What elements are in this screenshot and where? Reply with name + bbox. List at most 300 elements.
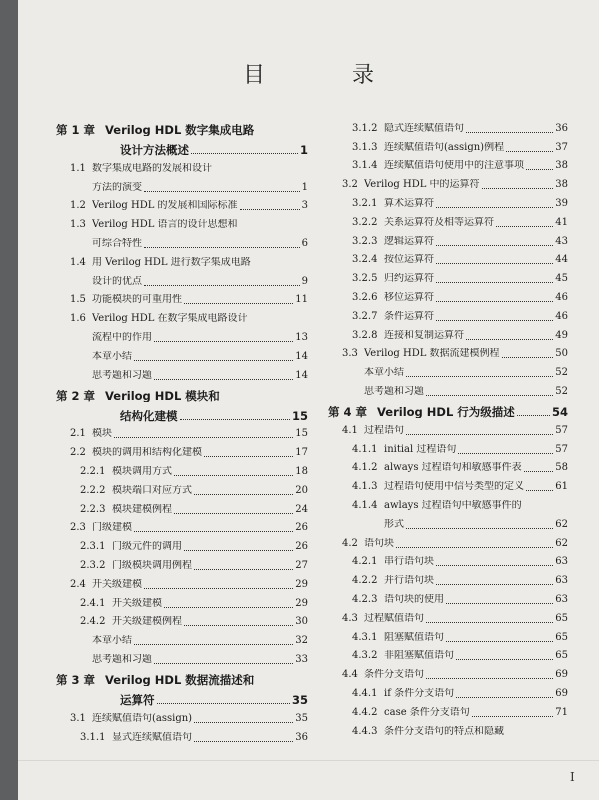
toc-entry [328,627,568,646]
toc-dot-leader [154,662,293,664]
toc-entry [328,664,568,683]
toc-entry-title: 设计方法概述 [120,144,189,156]
toc-entry [56,574,308,593]
toc-entry-page: 69 [555,687,568,699]
toc-dot-leader [436,262,553,264]
toc-entry-number: 3.2.7 [352,310,378,322]
toc-entry-title: 开关级建模例程 [112,616,182,628]
toc-entry [56,214,308,233]
toc-dot-leader [144,284,300,286]
toc-entry-page: 46 [555,291,568,303]
toc-entry-title: 连续赋值语句使用中的注意事项 [384,160,524,172]
toc-entry-number: 4.1.2 [352,462,378,474]
toc-entry-number: 1.6 [70,313,86,325]
toc-entry [56,480,308,499]
toc-entry-number: 3.1.2 [352,122,378,134]
toc-dot-leader [526,489,553,491]
toc-entry-page: 39 [555,197,568,209]
toc-dot-leader [446,602,553,604]
toc-dot-leader [191,152,298,154]
toc-entry-number: 4.4.3 [352,725,378,737]
toc-entry-page: 54 [551,404,568,419]
toc-entry-title: 逻辑运算符 [384,235,434,247]
toc-entry-number: 2.4 [70,578,86,590]
toc-entry-number: 4.1.4 [352,499,378,511]
toc-dot-leader [406,527,553,529]
toc-entry-page: 26 [295,522,308,534]
toc-entry [56,252,308,271]
toc-dot-leader [144,190,300,192]
toc-entry [56,649,308,668]
toc-entry [328,306,568,325]
toc-entry-number: 4.3.1 [352,631,378,643]
toc-dot-leader [184,302,293,304]
toc-entry-title: 语句块的使用 [384,593,444,605]
toc-entry [56,593,308,612]
toc-entry-title: 运算符 [120,693,155,706]
toc-dot-leader [204,455,293,457]
toc-dot-leader [194,568,293,570]
toc-entry-title: 模块的调用和结构化建模 [92,447,202,459]
toc-entry-number: 4.1 [342,424,358,436]
toc-entry-title: 数字集成电路的发展和设计 [92,162,212,174]
toc-entry [328,381,568,400]
toc-entry-number: 2.2.2 [80,484,106,496]
toc-entry-number: 3.2.8 [352,329,378,341]
toc-entry-page: 29 [295,578,308,590]
toc-dot-leader [114,436,293,438]
toc-entry [328,721,568,740]
toc-dot-leader [466,131,553,133]
toc-entry-page: 26 [295,541,308,553]
toc-entry-number: 1.4 [70,256,86,268]
toc-entry [56,233,308,252]
toc-entry [328,420,568,439]
toc-entry-page: 65 [555,612,568,624]
toc-entry [328,344,568,363]
toc-entry-title: 模块建模例程 [112,503,172,515]
toc-dot-leader [154,378,293,380]
toc-entry-title: 串行语句块 [384,556,434,568]
toc-dot-leader [436,281,553,283]
toc-entry [56,118,308,138]
toc-entry-page: 63 [555,593,568,605]
toc-dot-leader [134,359,293,361]
toc-entry-number: 3.2.2 [352,216,378,228]
toc-dot-leader [502,356,554,358]
toc-entry-number: 4.2.1 [352,556,378,568]
toc-right-column [328,118,568,740]
toc-entry-page: 57 [555,443,568,455]
toc-entry [328,137,568,156]
toc-dot-leader [157,702,290,704]
toc-entry [328,156,568,175]
toc-entry-title: 开关级建模 [92,578,142,590]
toc-dot-leader [506,150,553,152]
toc-dot-leader [174,474,293,476]
toc-dot-leader [466,338,553,340]
toc-entry [328,702,568,721]
toc-entry-title: 连接和复制运算符 [384,329,464,341]
toc-entry-page: 1 [301,181,308,193]
toc-dot-leader [436,244,553,246]
toc-entry-title: 结构化建模 [120,409,178,422]
toc-entry-page: 65 [555,631,568,643]
toc-dot-leader [134,643,293,645]
toc-entry-number: 2.3 [70,522,86,534]
toc-entry-page: 1 [299,143,308,157]
toc-entry-title: Verilog HDL 语言的设计思想和 [92,219,238,231]
toc-dot-leader [436,206,553,208]
toc-entry-title: Verilog HDL 中的运算符 [364,179,480,191]
toc-dot-leader [436,300,553,302]
toc-entry-page: 15 [291,408,308,423]
toc-entry-title: 条件分支语句 [364,669,424,681]
toc-entry-page: 44 [555,254,568,266]
toc-entry-page: 57 [555,424,568,436]
toc-entry-page: 14 [295,369,308,381]
toc-entry-number: 4.1.1 [352,443,378,455]
toc-entry-number: 3.2.1 [352,197,378,209]
page-bottom-divider [18,760,599,761]
toc-entry [328,458,568,477]
toc-entry-title: Verilog HDL 的发展和国际标准 [92,200,238,212]
toc-entry [328,268,568,287]
toc-entry-number: 3.2.6 [352,291,378,303]
toc-dot-leader [154,340,293,342]
toc-dot-leader [458,452,553,454]
toc-entry [56,404,308,424]
toc-entry [328,193,568,212]
toc-entry [56,688,308,708]
toc-entry-title: 显式连续赋值语句 [112,731,192,743]
toc-entry-title: 本章小结 [92,350,132,362]
toc-entry-page: 69 [555,669,568,681]
toc-entry-page: 50 [555,348,568,360]
toc-entry-page: 45 [555,273,568,285]
toc-dot-leader [406,375,553,377]
toc-dot-leader [436,319,553,321]
toc-entry-title: 移位运算符 [384,291,434,303]
toc-dot-leader [194,740,293,742]
toc-entry-page: 6 [301,237,308,249]
toc-entry-page: 52 [555,385,568,397]
toc-entry-title: 开关级建模 [112,597,162,609]
toc-entry-title: 关系运算符及相等运算符 [384,216,494,228]
toc-dot-leader [194,721,293,723]
toc-entry-title: 非阻塞赋值语句 [384,650,454,662]
toc-entry-number: 第 4 章 [328,404,368,419]
toc-entry [56,327,308,346]
toc-entry-page: 37 [555,141,568,153]
toc-entry-number: 3.1.4 [352,160,378,172]
toc-entry-page: 20 [295,484,308,496]
toc-dot-leader [194,493,293,495]
toc-entry [56,536,308,555]
toc-entry-title: 连续赋值语句(assign)例程 [384,141,505,153]
toc-dot-leader [184,549,293,551]
toc-entry [328,570,568,589]
toc-dot-leader [496,225,553,227]
toc-entry-page: 18 [295,465,308,477]
toc-entry-number: 3.1.3 [352,141,378,153]
toc-entry-page: 41 [555,216,568,228]
toc-entry [328,325,568,344]
toc-entry-number: 4.3.2 [352,650,378,662]
toc-entry-title: 语句块 [364,537,394,549]
toc-entry-number: 1.3 [70,219,86,231]
toc-entry-title: 隐式连续赋值语句 [384,122,464,134]
toc-entry-page: 63 [555,556,568,568]
toc-dot-leader [517,414,550,416]
toc-entry-number: 4.1.3 [352,481,378,493]
toc-dot-leader [174,512,293,514]
toc-entry-page: 3 [301,200,308,212]
toc-dot-leader [164,606,293,608]
toc-dot-leader [436,564,553,566]
toc-entry [56,384,308,404]
toc-dot-leader [482,187,554,189]
toc-entry-title: Verilog HDL 数据流描述和 [105,673,255,686]
toc-entry-page: 65 [555,650,568,662]
toc-entry-number: 第 3 章 [56,672,96,687]
toc-entry-page: 15 [295,428,308,440]
toc-entry-title: 形式 [384,518,404,530]
toc-entry-title: 门级元件的调用 [112,541,182,553]
toc-entry-title: Verilog HDL 行为级描述 [377,405,515,418]
toc-entry-title: 条件分支语句的特点和隐藏 [384,725,504,737]
toc-entry [328,287,568,306]
toc-entry-page: 63 [555,575,568,587]
toc-entry-title: 设计的优点 [92,275,142,287]
toc-entry-title: 门级模块调用例程 [112,559,192,571]
toc-dot-leader [426,621,553,623]
page-number: I [570,770,575,784]
toc-entry-page: 52 [555,367,568,379]
toc-entry-number: 2.2 [70,447,86,459]
toc-entry-title: 可综合特性 [92,237,142,249]
toc-entry-title: Verilog HDL 数字集成电路 [105,124,255,136]
toc-entry [328,514,568,533]
toc-entry-page: 24 [295,503,308,515]
toc-entry [328,118,568,137]
toc-entry-page: 49 [555,329,568,341]
toc-entry-title: 阻塞赋值语句 [384,631,444,643]
toc-entry [56,442,308,461]
toc-entry [328,683,568,702]
toc-entry-number: 3.2.5 [352,273,378,285]
toc-entry-page: 71 [555,706,568,718]
toc-entry-title: 方法的演变 [92,181,142,193]
toc-entry-page: 35 [295,712,308,724]
toc-entry-title: 过程语句 [364,424,404,436]
toc-entry-title: initial 过程语句 [384,443,457,455]
toc-entry-page: 36 [555,122,568,134]
toc-entry-title: 本章小结 [92,635,132,647]
toc-entry-number: 4.2 [342,537,358,549]
toc-dot-leader [426,394,553,396]
toc-dot-leader [472,715,553,717]
toc-entry-page: 46 [555,310,568,322]
toc-entry-number: 1.2 [70,200,86,212]
toc-entry [56,727,308,746]
toc-entry-title: 流程中的作用 [92,331,152,343]
toc-entry-number: 2.3.1 [80,541,106,553]
toc-entry [56,424,308,443]
toc-left-column [56,118,308,746]
toc-entry [328,476,568,495]
toc-entry [56,196,308,215]
toc-entry-page: 38 [555,160,568,172]
toc-entry-title: 连续赋值语句(assign) [92,712,193,724]
toc-entry-number: 4.4 [342,669,358,681]
toc-entry-page: 61 [555,481,568,493]
toc-entry [56,365,308,384]
toc-entry-page: 17 [295,447,308,459]
toc-entry-title: 本章小结 [364,367,404,379]
toc-entry-title: 思考题和习题 [364,385,424,397]
toc-entry-title: 过程赋值语句 [364,612,424,624]
toc-entry [56,708,308,727]
toc-entry-number: 第 2 章 [56,388,96,403]
toc-entry-number: 2.2.3 [80,503,106,515]
toc-dot-leader [396,546,553,548]
toc-entry [328,212,568,231]
toc-entry-number: 3.2 [342,179,358,191]
toc-entry [56,612,308,631]
toc-entry-number: 2.2.1 [80,465,106,477]
toc-entry-title: always 过程语句和敏感事件表 [384,462,522,474]
toc-entry-page: 36 [295,731,308,743]
toc-entry [328,250,568,269]
toc-entry-number: 3.3 [342,348,358,360]
toc-dot-leader [406,433,553,435]
toc-entry-number: 4.3 [342,612,358,624]
toc-entry-title: 门级建模 [92,522,132,534]
toc-entry-title: 模块 [92,428,112,440]
toc-entry [328,533,568,552]
toc-entry [56,461,308,480]
toc-entry [328,231,568,250]
toc-entry-number: 3.2.3 [352,235,378,247]
toc-dot-leader [184,624,293,626]
toc-entry-page: 30 [295,616,308,628]
toc-entry-title: 按位运算符 [384,254,434,266]
toc-entry-number: 4.2.2 [352,575,378,587]
toc-dot-leader [144,587,293,589]
toc-entry-page: 27 [295,559,308,571]
toc-entry-title: 功能模块的可重用性 [92,294,182,306]
toc-entry-title: case 条件分支语句 [384,706,470,718]
toc-entry [328,362,568,381]
toc-entry [328,589,568,608]
toc-entry-number: 2.3.2 [80,559,106,571]
toc-entry-title: 过程语句使用中信号类型的定义 [384,481,524,493]
toc-entry-title: 思考题和习题 [92,653,152,665]
toc-entry-number: 2.1 [70,428,86,440]
toc-entry-title: 算术运算符 [384,197,434,209]
toc-dot-leader [524,470,554,472]
toc-entry-number: 3.2.4 [352,254,378,266]
toc-entry-number: 3.1.1 [80,731,106,743]
toc-entry-page: 43 [555,235,568,247]
toc-entry [328,439,568,458]
toc-dot-leader [134,530,293,532]
toc-entry-page: 9 [301,275,308,287]
toc-entry-number: 3.1 [70,712,86,724]
toc-entry-page: 38 [555,179,568,191]
toc-entry-number: 1.5 [70,294,86,306]
toc-dot-leader [456,696,553,698]
toc-entry-page: 32 [295,635,308,647]
toc-entry [56,555,308,574]
toc-entry [56,630,308,649]
toc-dot-leader [144,246,300,248]
toc-entry-number: 4.4.2 [352,706,378,718]
toc-entry [56,177,308,196]
toc-entry [56,290,308,309]
toc-entry-title: if 条件分支语句 [384,687,455,699]
toc-entry-number: 2.4.1 [80,597,106,609]
toc-entry-page: 13 [295,331,308,343]
toc-dot-leader [526,168,553,170]
toc-entry-title: 模块端口对应方式 [112,484,192,496]
toc-entry-page: 14 [295,350,308,362]
toc-entry-page: 29 [295,597,308,609]
toc-entry-title: 模块调用方式 [112,465,172,477]
toc-entry [56,518,308,537]
toc-entry-title: Verilog HDL 数据流建模例程 [364,348,500,360]
toc-entry-title: 思考题和习题 [92,369,152,381]
toc-entry [328,174,568,193]
toc-entry [328,400,568,420]
toc-entry-page: 11 [295,294,308,306]
toc-entry-number: 4.4.1 [352,687,378,699]
toc-entry-number: 第 1 章 [56,123,96,137]
toc-entry-title: Verilog HDL 在数字集成电路设计 [92,313,248,325]
toc-entry-page: 62 [555,537,568,549]
toc-entry [328,608,568,627]
toc-entry-title: 用 Verilog HDL 进行数字集成电路 [92,256,251,268]
toc-dot-leader [456,658,553,660]
toc-entry-page: 58 [555,462,568,474]
toc-entry [328,646,568,665]
page-title: 目 录 [243,63,414,88]
toc-dot-leader [436,583,553,585]
toc-dot-leader [446,640,553,642]
toc-entry-title: 归约运算符 [384,273,434,285]
book-page [18,0,599,800]
toc-entry [56,346,308,365]
toc-entry-title: Verilog HDL 模块和 [105,389,220,402]
toc-entry [56,138,308,158]
toc-dot-leader [240,208,300,210]
toc-entry [56,271,308,290]
toc-dot-leader [180,418,290,420]
toc-entry-number: 1.1 [70,162,86,174]
toc-entry [56,499,308,518]
toc-entry-number: 2.4.2 [80,616,106,628]
toc-entry [328,552,568,571]
toc-entry-title: awlays 过程语句中敏感事件的 [384,499,522,511]
toc-entry-page: 62 [555,518,568,530]
toc-entry-page: 35 [291,692,308,707]
toc-dot-leader [426,677,553,679]
toc-entry [328,495,568,514]
toc-entry-number: 4.2.3 [352,593,378,605]
toc-entry-title: 并行语句块 [384,575,434,587]
toc-entry [56,308,308,327]
